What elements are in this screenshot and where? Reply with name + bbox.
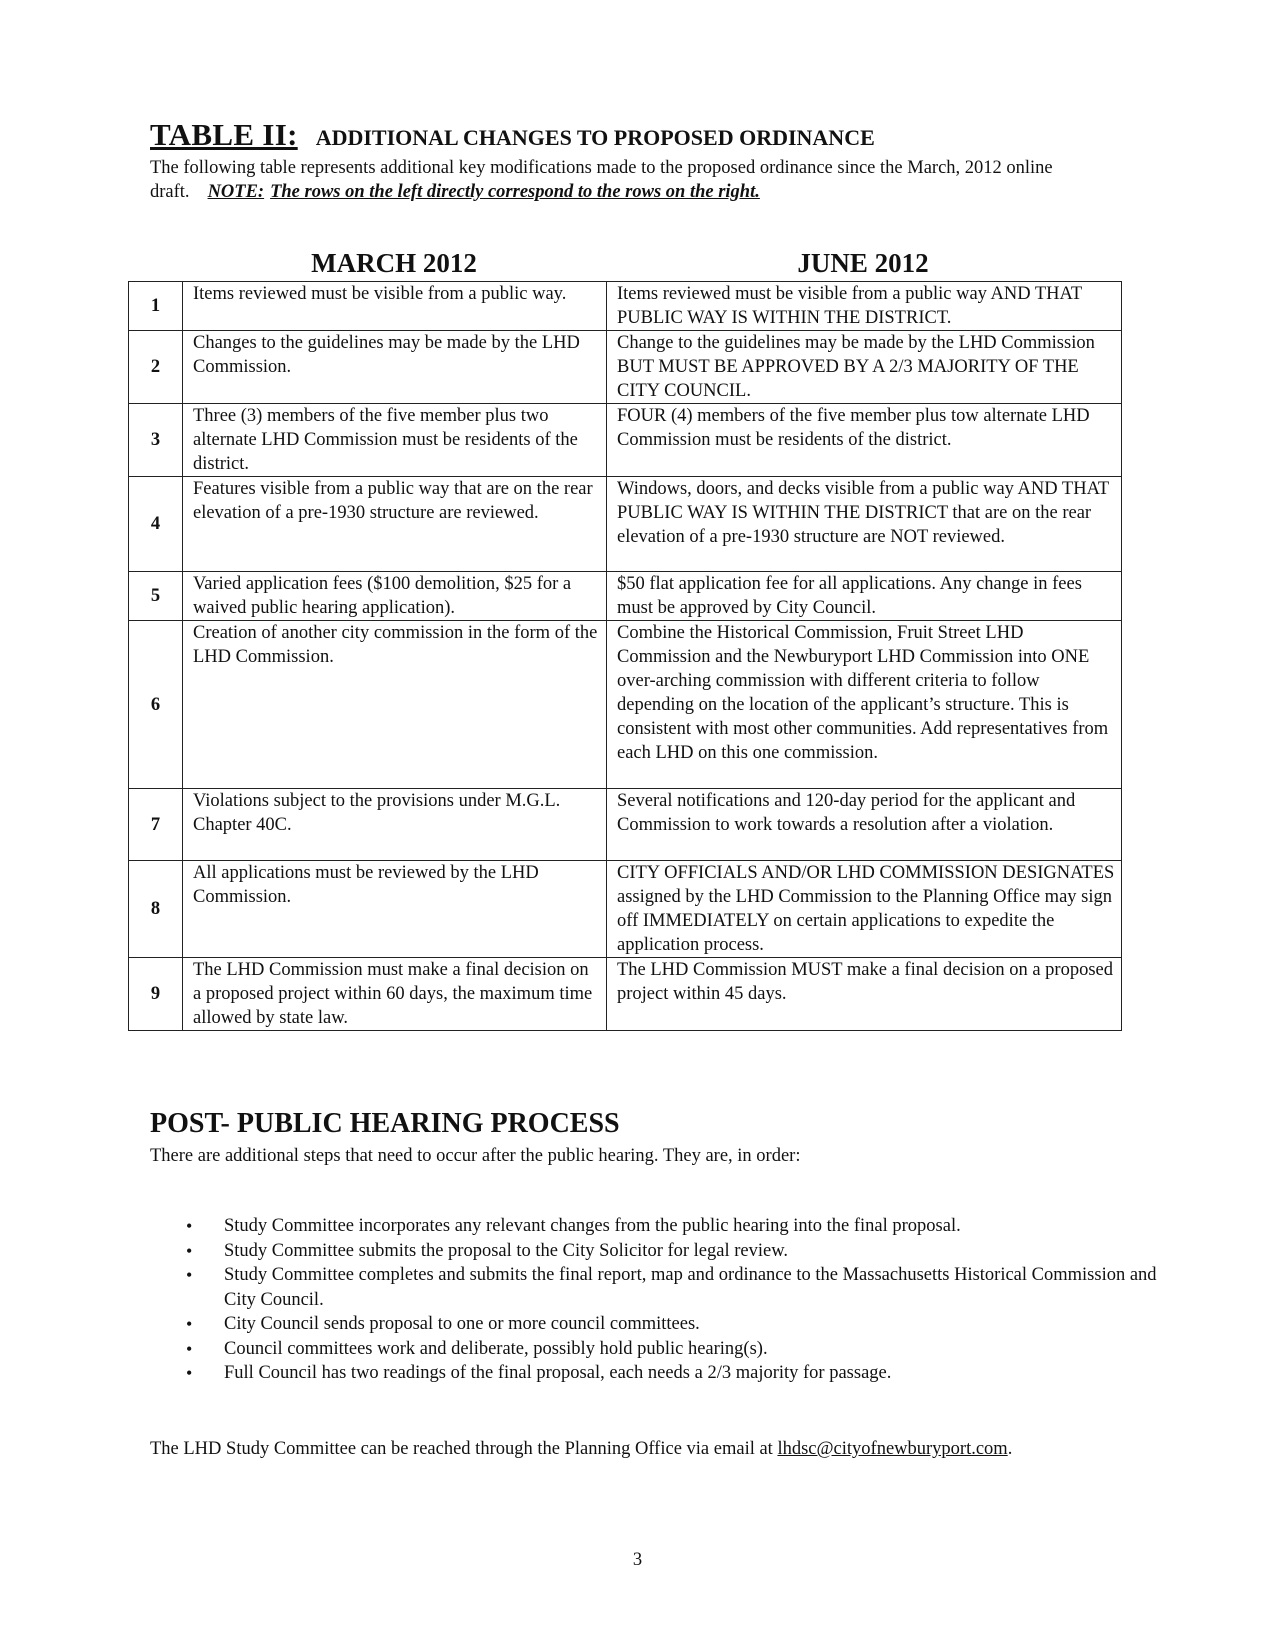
- march-cell: Violations subject to the provisions under M.G.L. Chapter 40C.: [183, 789, 607, 861]
- email-link[interactable]: lhdsc@cityofnewburyport.com: [777, 1439, 1008, 1459]
- table-row: [129, 789, 1122, 861]
- table-title: TABLE II:: [150, 117, 298, 152]
- note-label: NOTE:: [207, 182, 265, 202]
- list-item: • Study Committee submits the proposal to the City Solicitor for legal review.: [224, 1239, 1164, 1264]
- column-header-march: MARCH 2012: [311, 248, 477, 278]
- march-cell: The LHD Commission must make a final decision on a proposed project within 60 days, the maximum time allowed by state law.: [183, 958, 607, 1031]
- june-cell: Windows, doors, and decks visible from a public way AND THAT PUBLIC WAY IS WITHIN THE DISTRICT that are on the rear elevation of a pre-1930 structure are NOT reviewed.: [607, 477, 1122, 572]
- row-number: 2: [129, 331, 183, 404]
- row-number: 3: [129, 404, 183, 477]
- row-number: 9: [129, 958, 183, 1031]
- table-row: [129, 621, 1122, 789]
- june-cell: FOUR (4) members of the five member plus tow alternate LHD Commission must be residents of the district.: [607, 404, 1122, 477]
- table-row: [129, 477, 1122, 572]
- list-item: • City Council sends proposal to one or more council committees.: [224, 1312, 1164, 1337]
- steps-list: [150, 1214, 1164, 1386]
- list-item: • Council committees work and deliberate, possibly hold public hearing(s).: [224, 1337, 1164, 1362]
- march-cell: Varied application fees ($100 demolition, $25 for a waived public hearing application).: [183, 572, 607, 621]
- page-number: 3: [632, 1550, 643, 1570]
- march-cell: All applications must be reviewed by the LHD Commission.: [183, 861, 607, 958]
- table-row: [129, 282, 1122, 331]
- contact-text: The LHD Study Committee can be reached through the Planning Office via email at: [150, 1439, 773, 1459]
- table-row: [129, 572, 1122, 621]
- section-intro: There are additional steps that need to occur after the public hearing. They are, in order:: [150, 1146, 801, 1166]
- june-cell: CITY OFFICIALS AND/OR LHD COMMISSION DESIGNATES assigned by the LHD Commission to the Planning Office may sign off IMMEDIATELY on certain applications to expedite the application process.: [607, 861, 1122, 958]
- june-cell: Combine the Historical Commission, Fruit Street LHD Commission and the Newburyport LHD Commission into ONE over-arching commission with different criteria to follow depending on the location of the applicant’s structure. This is consistent with most other communities. Add representatives from each LHD on this one commission.: [607, 621, 1122, 789]
- table-row: [129, 404, 1122, 477]
- june-cell: The LHD Commission MUST make a final decision on a proposed project within 45 days.: [607, 958, 1122, 1031]
- june-cell: $50 flat application fee for all applications. Any change in fees must be approved by City Council.: [607, 572, 1122, 621]
- intro-text: The following table represents additional key modifications made to the proposed ordinance since the March, 2012 online draft.: [150, 158, 1053, 202]
- march-cell: Items reviewed must be visible from a public way.: [183, 282, 607, 331]
- table-row: [129, 958, 1122, 1031]
- march-cell: Features visible from a public way that are on the rear elevation of a pre-1930 structure are reviewed.: [183, 477, 607, 572]
- table-subtitle: ADDITIONAL CHANGES TO PROPOSED ORDINANCE: [315, 125, 875, 150]
- section-title: POST- PUBLIC HEARING PROCESS: [150, 1108, 620, 1139]
- march-cell: Changes to the guidelines may be made by the LHD Commission.: [183, 331, 607, 404]
- row-number: 8: [129, 861, 183, 958]
- list-item: • Full Council has two readings of the final proposal, each needs a 2/3 majority for passage.: [224, 1361, 1164, 1386]
- row-number: 1: [129, 282, 183, 331]
- table-row: [129, 861, 1122, 958]
- row-number: 4: [129, 477, 183, 572]
- june-cell: Several notifications and 120-day period for the applicant and Commission to work towards a resolution after a violation.: [607, 789, 1122, 861]
- contact-end: .: [1007, 1439, 1013, 1459]
- table-row: [129, 331, 1122, 404]
- note: [208, 182, 760, 202]
- row-number: 5: [129, 572, 183, 621]
- row-number: 6: [129, 621, 183, 789]
- march-cell: Three (3) members of the five member plus two alternate LHD Commission must be residents of the district.: [183, 404, 607, 477]
- column-header-june: JUNE 2012: [797, 248, 929, 278]
- table-heading: [150, 117, 875, 153]
- row-number: 7: [129, 789, 183, 861]
- list-item: • Study Committee completes and submits the final report, map and ordinance to the Massachusetts Historical Commission and City Council.: [224, 1263, 1164, 1312]
- changes-table: [128, 281, 1122, 1031]
- table-intro: [150, 156, 1130, 204]
- note-text: The rows on the left directly correspond to the rows on the right.: [270, 182, 760, 202]
- contact-line: [150, 1437, 1012, 1461]
- march-cell: Creation of another city commission in the form of the LHD Commission.: [183, 621, 607, 789]
- june-cell: Items reviewed must be visible from a public way AND THAT PUBLIC WAY IS WITHIN THE DISTRICT.: [607, 282, 1122, 331]
- list-item: • Study Committee incorporates any relevant changes from the public hearing into the final proposal.: [224, 1214, 1164, 1239]
- june-cell: Change to the guidelines may be made by the LHD Commission BUT MUST BE APPROVED BY A 2/3 MAJORITY OF THE CITY COUNCIL.: [607, 331, 1122, 404]
